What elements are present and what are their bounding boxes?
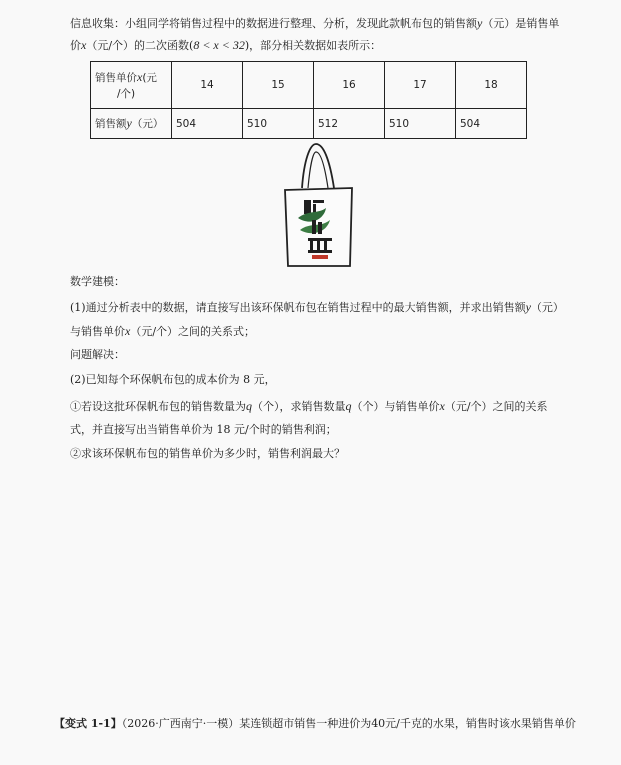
- price-cell: 15: [243, 62, 314, 109]
- sales-unit: （元）: [131, 118, 164, 130]
- q1-text-end: （元）: [530, 301, 564, 314]
- q1-text: (1)通过分析表中的数据，请直接写出该环保帆布包在销售过程中的最大销售额，并求出销售额: [70, 301, 526, 314]
- sales-var-y: y: [126, 116, 132, 130]
- question-2-line: (2)已知每个环保帆布包的成本价为 8 元，: [70, 373, 276, 386]
- table-row-price: [91, 62, 527, 109]
- var-x: x: [81, 38, 87, 52]
- var-y: y: [477, 16, 483, 30]
- solve-title: 问题解决：: [70, 348, 125, 361]
- sales-cell: 512: [314, 109, 385, 139]
- header-label: 销售单价: [95, 71, 137, 84]
- header-cell-sales: [91, 109, 172, 139]
- tote-bag-icon: [280, 140, 358, 272]
- question-1-line-2: [70, 323, 255, 340]
- header-label-2: /个): [117, 87, 136, 100]
- q1-text-2: 与销售单价: [70, 325, 125, 338]
- table-row-sales: [91, 109, 527, 139]
- header-var-x: x: [137, 69, 143, 84]
- question-2b-line: ②求该环保帆布包的销售单价为多少时，销售利润最大？: [70, 447, 345, 460]
- header-cell-price: [91, 62, 172, 109]
- header-label-end: (元: [142, 71, 157, 84]
- intro-line-2: [70, 37, 381, 54]
- question-2a-line-1: [70, 398, 548, 415]
- price-cell: 16: [314, 62, 385, 109]
- intro-text-3: （元/个）的二次函数(: [86, 39, 194, 52]
- intro-text: 信息收集：小组同学将销售过程中的数据进行整理、分析，发现此款帆布包的销售额: [70, 17, 477, 30]
- q1-var-y: y: [525, 300, 531, 314]
- intro-text-2: 价: [70, 39, 81, 52]
- sales-cell: 504: [172, 109, 243, 139]
- intro-text-4: )，部分相关数据如表所示：: [244, 39, 382, 52]
- question-2a-line-2: 式，并直接写出当销售单价为 18 元/个时的销售利润；: [70, 423, 337, 436]
- question-1-line-1: [70, 299, 564, 316]
- q2a-text-3: （个）与销售单价: [351, 400, 440, 413]
- price-cell: 14: [172, 62, 243, 109]
- price-cell: 18: [456, 62, 527, 109]
- sales-cell: 510: [385, 109, 456, 139]
- footer-line: [54, 716, 576, 732]
- q2a-text-4: （元/个）之间的关系: [444, 400, 548, 413]
- q2a-text: ①若设这批环保帆布包的销售数量为: [70, 400, 246, 413]
- domain-expression: 8 < x < 32: [193, 38, 245, 52]
- sales-cell: 510: [243, 109, 314, 139]
- q1-var-x: x: [125, 324, 131, 338]
- q1-text-3: （元/个）之间的关系式；: [130, 325, 256, 338]
- footer-tag: 【变式 1-1】: [54, 717, 122, 730]
- price-cell: 17: [385, 62, 456, 109]
- q2a-text-2: （个），求销售数量: [252, 400, 346, 413]
- sales-label: 销售额: [95, 118, 127, 130]
- data-table: [90, 61, 527, 139]
- footer-text: （2026·广西南宁·一模）某连锁超市销售一种进价为40元/千克的水果，销售时该水果销售单价: [121, 717, 576, 730]
- modeling-title: 数学建模：: [70, 275, 125, 288]
- q2a-var-q: q: [246, 399, 252, 413]
- intro-text-end: （元）是销售单: [482, 17, 560, 30]
- q2a-var-q-2: q: [345, 399, 352, 413]
- sales-cell: 504: [456, 109, 527, 139]
- q2a-var-x: x: [439, 399, 445, 413]
- intro-line-1: [70, 15, 559, 32]
